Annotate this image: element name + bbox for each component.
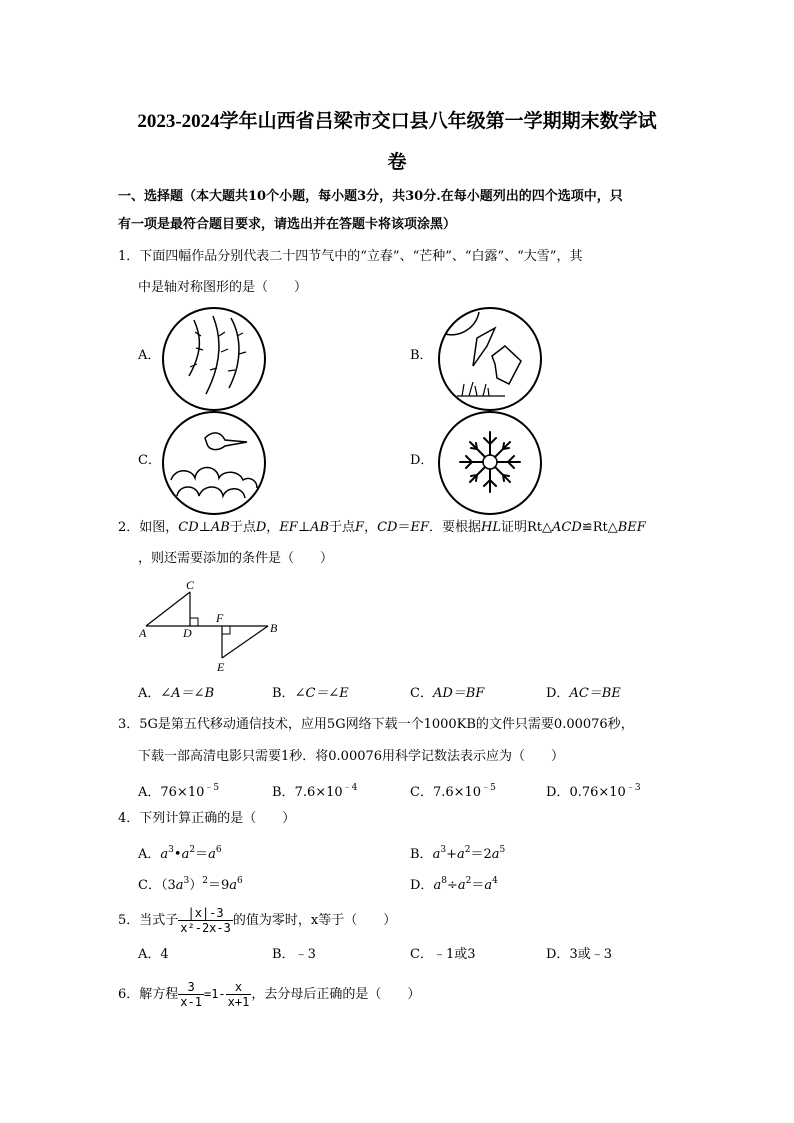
cloud-crane-figure [161,410,267,516]
q3-stem-line2: 下载一部高清电影只需要1秒．将0.00076用科学记数法表示应为（ ） [138,749,565,764]
q5-option-a: A．4 [138,947,169,962]
q2-option-c: C．AD＝BF [410,686,485,701]
q1-stem-line1: 1．下面四幅作品分别代表二十四节气中的“立春”、“芒种”、“白露”、“大雪”，其 [118,249,583,264]
q6-fraction-right: $\frac{x}{x+1}$ [227,980,250,1009]
q4-option-c: C．$(3a^3)^2=9a^6$ [138,876,243,893]
q5-fraction: $\frac{|x|-3}{\text{x²-2x-3}}$ [180,906,231,935]
q4-option-d: D．$a^8\div a^2=a^4$ [410,876,498,893]
q1-stem-line2: 中是轴对称图形的是（ ） [138,280,308,295]
label-b: B [270,621,278,635]
q2-stem-line1: 2．如图，CD⊥AB于点D，EF⊥AB于点F，CD＝EF．要根据HL证明Rt△ACD≌Rt△BEF [118,520,646,535]
section-heading-line2: 有一项是最符合题目要求，请选出并在答题卡将该项涂黑） [118,217,457,232]
q6-stem: 6．解方程 $\frac{3}{x-1}$ =1- $\frac{x}{x+1}$ ，去分母后正确的是（ ） [118,980,421,1009]
q1-option-d-label: D． [410,453,434,468]
label-a: A [139,626,147,640]
q1-option-b-label: B． [410,348,433,363]
q5-option-b: B．﹣3 [272,947,316,962]
q5-stem: 5．当式子 $\frac{|x|-3}{\text{x²-2x-3}}$ 的值为零时，x等于（ ） [118,906,397,935]
label-f: F [216,611,224,625]
q5-option-d: D．3或﹣3 [546,947,612,962]
label-c: C [186,578,195,592]
label-d: D [183,626,192,640]
q2-stem-line2: ，则还需要添加的条件是（ ） [138,551,334,566]
label-e: E [217,660,225,674]
q6-fraction-left: $\frac{3}{x-1}$ [180,980,202,1009]
willow-figure [161,306,267,412]
triangle-diagram [138,576,288,676]
q4-option-b: B．$a^3+a^2=2a^5$ [410,845,506,862]
q2-option-a: A．∠A＝∠B [138,686,215,701]
q3-stem-line1: 3．5G是第五代移动通信技术，应用5G网络下载一个1000KB的文件只需要0.00076秒， [118,717,634,732]
section-heading-line1: 一、选择题（本大题共10个小题，每小题3分，共30分.在每小题列出的四个选项中，只 [118,189,623,204]
q3-option-c: C．$7.6\times 10^{﹣5}$ [410,783,496,800]
exam-title-line2: 卷 [387,152,407,173]
q2-option-b: B．∠C＝∠E [272,686,349,701]
q3-option-b: B．$7.6\times 10^{﹣4}$ [272,783,358,800]
q3-option-a: A．$76\times 10^{﹣5}$ [138,783,220,800]
exam-title-line1: 2023-2024学年山西省吕梁市交口县八年级第一学期期末数学试 [137,111,657,132]
snowflake-figure [437,410,543,516]
q4-option-a: A．$a^3•a^2=a^6$ [138,845,222,862]
q3-option-d: D．$0.76\times 10^{﹣3}$ [546,783,641,800]
q1-option-c-label: C． [138,453,161,468]
q1-option-a-label: A． [138,348,161,363]
q4-stem: 4．下列计算正确的是（ ） [118,811,296,826]
q5-option-c: C．﹣1或3 [410,947,476,962]
q2-option-d: D．AC＝BE [546,686,621,701]
mango-figure [437,306,543,412]
